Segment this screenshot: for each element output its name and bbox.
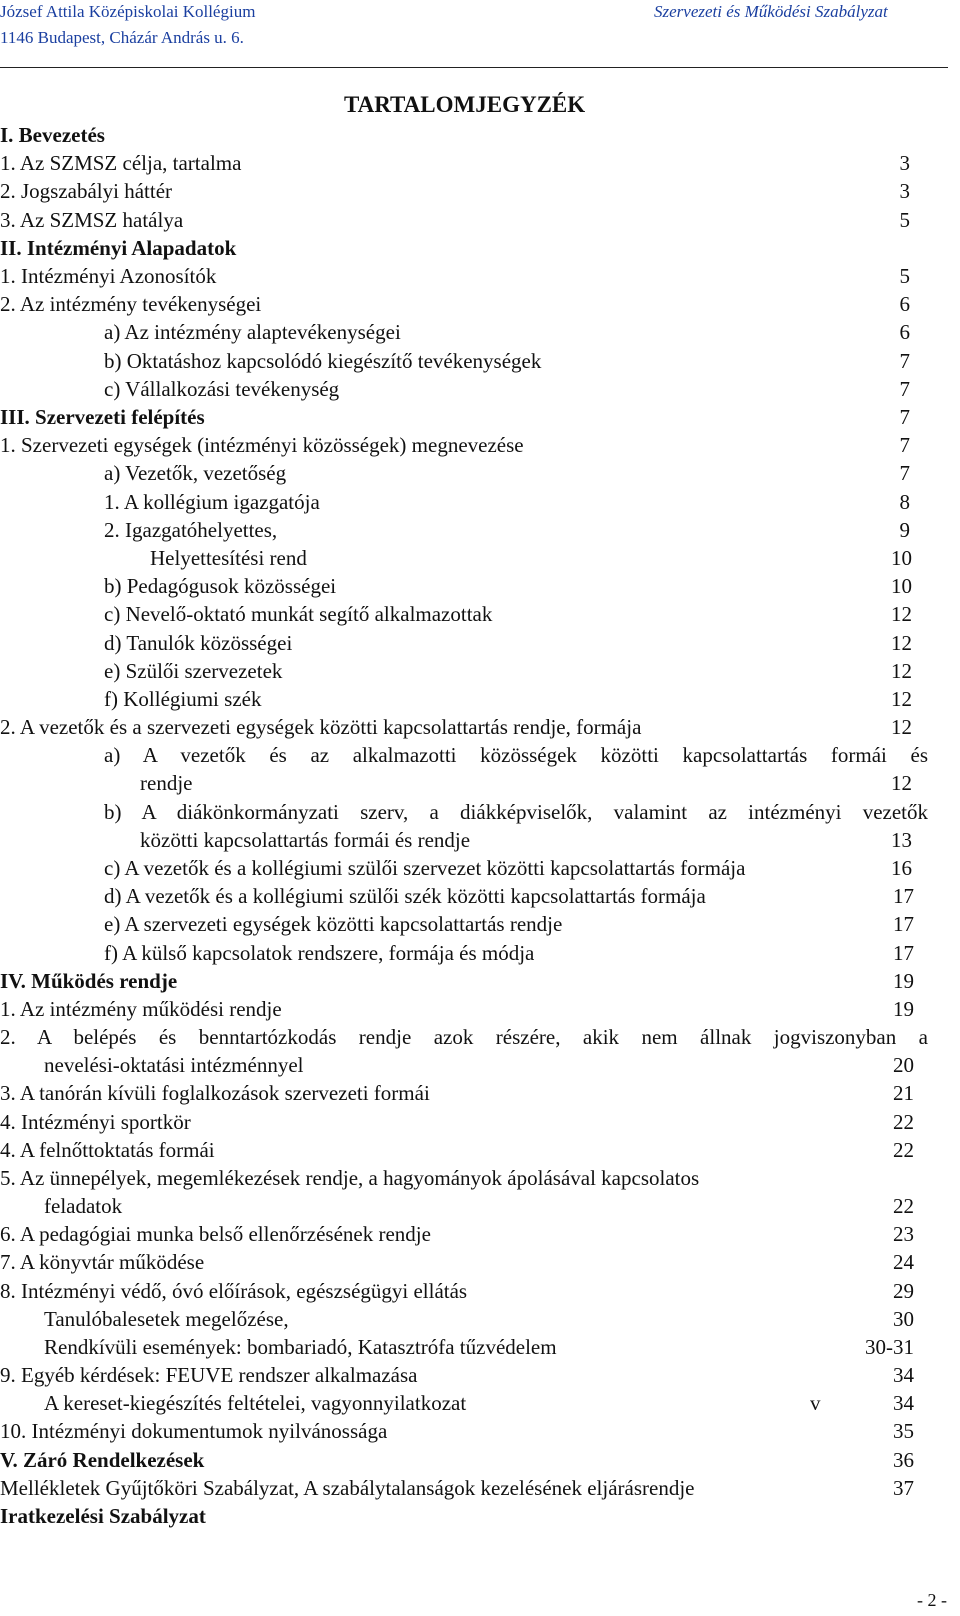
toc-entry-text: 8. Intézményi védő, óvó előírások, egészségügyi ellátás	[0, 1279, 468, 1303]
toc-entry	[0, 264, 928, 292]
toc-entry-page: 7	[899, 433, 910, 457]
toc-entry-text: II. Intézményi Alapadatok	[0, 236, 237, 260]
toc-entry	[104, 490, 928, 518]
toc-entry	[44, 1335, 928, 1363]
toc-entry-text: 4. Intézményi sportkör	[0, 1110, 191, 1134]
toc-entry	[0, 179, 928, 207]
toc-entry-page: 21	[893, 1081, 914, 1105]
toc-entry	[0, 1138, 928, 1166]
page-number: - 2 -	[917, 1590, 947, 1610]
toc-entry	[0, 997, 928, 1025]
toc-entry-page: 23	[893, 1222, 914, 1246]
toc-entry-text: e) A szervezeti egységek közötti kapcsolattartás rendje	[104, 912, 563, 936]
toc-entry-text: Iratkezelési Szabályzat	[0, 1504, 206, 1528]
toc-entry	[0, 151, 928, 179]
toc-entry-text: d) A vezetők és a kollégiumi szülői szék közötti kapcsolattartás formája	[104, 884, 706, 908]
toc-entry	[0, 1025, 928, 1053]
toc-entry-page: 13	[891, 828, 912, 852]
toc-entry-text: 2. Az intézmény tevékenységei	[0, 292, 262, 316]
toc-entry-text: f) Kollégiumi szék	[104, 687, 262, 711]
toc-entry	[0, 1419, 928, 1447]
toc-entry	[104, 856, 928, 884]
toc-entry-text: 6. A pedagógiai munka belső ellenőrzésének rendje	[0, 1222, 431, 1246]
toc-entry-page: 34	[893, 1363, 914, 1387]
toc-entry-page: 30	[893, 1307, 914, 1331]
toc-entry	[44, 1391, 928, 1419]
toc-entry-page: 5	[899, 208, 910, 232]
toc-entry-page: 8	[899, 490, 910, 514]
toc-entry-page: 12	[891, 715, 912, 739]
toc-title: TARTALOMJEGYZÉK	[344, 92, 586, 117]
toc-entry-text: A kereset-kiegészítés feltételei, vagyonnyilatkozat	[44, 1391, 467, 1415]
toc-entry-page: 17	[893, 941, 914, 965]
toc-entry-text: I. Bevezetés	[0, 123, 105, 147]
toc-entry	[0, 1476, 928, 1504]
toc-entry	[0, 1504, 928, 1532]
toc-entry	[104, 631, 928, 659]
toc-entry-page: 22	[893, 1110, 914, 1134]
toc-entry-page: 6	[899, 320, 910, 344]
toc-entry	[104, 912, 928, 940]
toc-entry	[0, 405, 928, 433]
toc-entry-page: 36	[893, 1448, 914, 1472]
toc-entry	[0, 1363, 928, 1391]
toc-entry	[0, 1448, 928, 1476]
toc-entry-page: 19	[893, 997, 914, 1021]
toc-entry-page: 19	[893, 969, 914, 993]
toc-entry-page: 37	[893, 1476, 914, 1500]
toc-entry	[104, 349, 928, 377]
toc-entry-page: 30-31	[865, 1335, 914, 1359]
toc-entry-text: Helyettesítési rend	[150, 546, 307, 570]
toc-entry	[0, 1166, 928, 1194]
toc-entry-text: Rendkívüli események: bombariadó, Katasztrófa tűzvédelem	[44, 1335, 557, 1359]
toc-entry-text: Mellékletek Gyűjtőköri Szabályzat, A szabálytalanságok kezelésének eljárásrendje	[0, 1476, 695, 1500]
toc-entry-page: 20	[893, 1053, 914, 1077]
toc-entry-text: 1. A kollégium igazgatója	[104, 490, 320, 514]
toc-entry	[0, 1222, 928, 1250]
toc-entry	[0, 1250, 928, 1278]
toc-entry-text: b) A diákönkormányzati szerv, a diákképviselők, valamint az intézményi vezetők	[104, 800, 928, 824]
toc-entry-text: a) Vezetők, vezetőség	[104, 461, 287, 485]
toc-entry-page: 16	[891, 856, 912, 880]
toc-entry-text: IV. Működés rendje	[0, 969, 178, 993]
toc-entry-page: 12	[891, 602, 912, 626]
toc-entry	[0, 715, 928, 743]
document-title: Szervezeti és Működési Szabályzat	[654, 2, 888, 21]
toc-entry-text: 2. Jogszabályi háttér	[0, 179, 173, 203]
toc-entry-text: 4. A felnőttoktatás formái	[0, 1138, 215, 1162]
toc-entry-page: 7	[899, 461, 910, 485]
toc-entry-page: 35	[893, 1419, 914, 1443]
toc-entry	[104, 743, 928, 771]
toc-entry	[104, 687, 928, 715]
toc-entry-text: a) A vezetők és az alkalmazotti közösségek közötti kapcsolattartás formái és	[104, 743, 928, 767]
toc-entry-page: 12	[891, 631, 912, 655]
toc-entry	[0, 208, 928, 236]
toc-entry-text: c) Vállalkozási tevékenység	[104, 377, 340, 401]
toc-entry	[0, 123, 928, 151]
toc-entry	[140, 771, 928, 799]
toc-entry	[0, 969, 928, 997]
toc-entry	[44, 1307, 928, 1335]
toc-entry-text-continued: A szabálytalanságok kezelésének eljárásrendje	[299, 1476, 695, 1500]
toc-entry-page: 12	[891, 771, 912, 795]
toc-entry-text: e) Szülői szervezetek	[104, 659, 283, 683]
toc-entry	[0, 1279, 928, 1307]
toc-entry-text: 7. A könyvtár működése	[0, 1250, 205, 1274]
toc-entry-page: 17	[893, 912, 914, 936]
toc-entry-text: b) Pedagógusok közösségei	[104, 574, 337, 598]
toc-entry	[104, 518, 928, 546]
toc-entry-text: 1. Az intézmény működési rendje	[0, 997, 282, 1021]
toc-entry-page: 22	[893, 1194, 914, 1218]
toc-entry-text: V. Záró Rendelkezések	[0, 1448, 205, 1472]
toc-entry-text: közötti kapcsolattartás formái és rendje	[140, 828, 471, 852]
toc-entry	[0, 292, 928, 320]
toc-entry-text: rendje	[140, 771, 193, 795]
toc-entry-page: 22	[893, 1138, 914, 1162]
toc-entry-text: 9. Egyéb kérdések: FEUVE rendszer alkalmazása	[0, 1363, 418, 1387]
toc-entry-page: 29	[893, 1279, 914, 1303]
toc-entry-page: 6	[899, 292, 910, 316]
toc-entry-page: 12	[891, 687, 912, 711]
toc-entry-text: III. Szervezeti felépítés	[0, 405, 205, 429]
toc-entry-text: feladatok	[44, 1194, 123, 1218]
toc-entry-text: 1. Intézményi Azonosítók	[0, 264, 217, 288]
toc-entry	[0, 1110, 928, 1138]
toc-entry-page: 5	[899, 264, 910, 288]
toc-entry-text: d) Tanulók közösségei	[104, 631, 293, 655]
toc-entry-text: b) Oktatáshoz kapcsolódó kiegészítő tevékenységek	[104, 349, 542, 373]
toc-entry-page: 10	[891, 574, 912, 598]
toc-entry-text: 5. Az ünnepélyek, megemlékezések rendje, a hagyományok ápolásával kapcsolatos	[0, 1166, 700, 1190]
toc-entry-text: 3. Az SZMSZ hatálya	[0, 208, 184, 232]
toc-entry-text: 10. Intézményi dokumentumok nyilvánossága	[0, 1419, 388, 1443]
toc-entry-text: 1. Szervezeti egységek (intézményi közösségek) megnevezése	[0, 433, 524, 457]
toc-entry-page: 3	[899, 179, 910, 203]
toc-entry	[44, 1053, 928, 1081]
toc-entry	[104, 461, 928, 489]
toc-entry-page: 3	[899, 151, 910, 175]
toc-entry-text: 3. A tanórán kívüli foglalkozások szervezeti formái	[0, 1081, 430, 1105]
toc-entry-page: 17	[893, 884, 914, 908]
toc-entry-text: f) A külső kapcsolatok rendszere, formája és módja	[104, 941, 535, 965]
toc-entry-page: 24	[893, 1250, 914, 1274]
toc-entry	[104, 602, 928, 630]
toc-entry-text: nevelési-oktatási intézménnyel	[44, 1053, 304, 1077]
toc-entry	[0, 1081, 928, 1109]
toc-entry	[44, 1194, 928, 1222]
org-name: József Attila Középiskolai Kollégium	[0, 2, 256, 21]
toc-entry-text: a) Az intézmény alaptevékenységei	[104, 320, 401, 344]
toc-entry	[0, 433, 928, 461]
toc-entry-page: 34	[893, 1391, 914, 1415]
toc-entry-text: 2. A vezetők és a szervezeti egységek közötti kapcsolattartás rendje, formája	[0, 715, 642, 739]
toc-entry	[150, 546, 928, 574]
toc-entry	[104, 659, 928, 687]
toc-entry-page: 9	[899, 518, 910, 542]
toc-entry-mark: v	[810, 1391, 821, 1415]
toc-entry-text: c) Nevelő-oktató munkát segítő alkalmazottak	[104, 602, 493, 626]
toc-entry-page: 7	[899, 349, 910, 373]
toc-entry	[104, 941, 928, 969]
toc-entry	[104, 320, 928, 348]
toc-entry-text: Tanulóbalesetek megelőzése,	[44, 1307, 289, 1331]
toc-entry	[0, 236, 928, 264]
toc-entry-page: 7	[899, 405, 910, 429]
toc-entry	[104, 884, 928, 912]
org-address: 1146 Budapest, Cházár András u. 6.	[0, 28, 244, 47]
toc-entry-page: 12	[891, 659, 912, 683]
toc-entry	[104, 574, 928, 602]
toc-entry-page: 7	[899, 377, 910, 401]
toc-entry	[104, 377, 928, 405]
toc-entry-text: 2. A belépés és benntartózkodás rendje azok részére, akik nem állnak jogviszonyban a	[0, 1025, 928, 1049]
toc-entry	[140, 828, 928, 856]
toc-entry-text: 1. Az SZMSZ célja, tartalma	[0, 151, 242, 175]
toc-entry-text: 2. Igazgatóhelyettes,	[104, 518, 278, 542]
toc-entry-text: c) A vezetők és a kollégiumi szülői szervezet közötti kapcsolattartás formája	[104, 856, 746, 880]
toc-entry-page: 10	[891, 546, 912, 570]
toc-entry	[104, 800, 928, 828]
